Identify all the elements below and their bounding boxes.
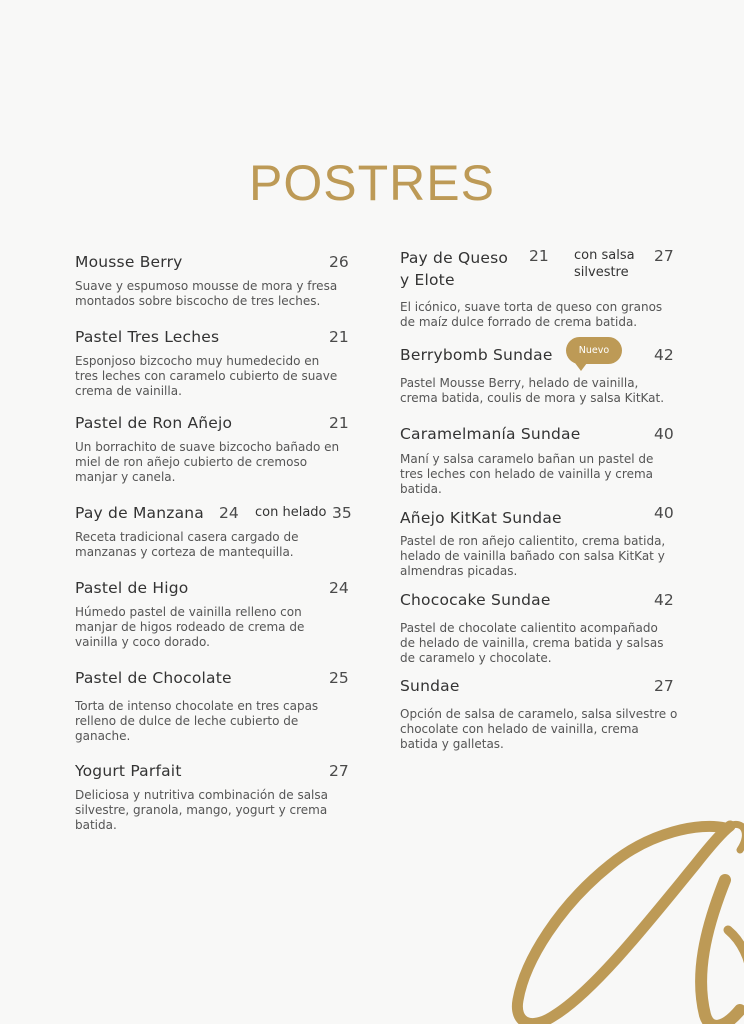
item-description: Húmedo pastel de vainilla relleno con manjar de higos rodeado de crema de vainilla y coco dorado. [75,605,305,649]
item-name: Pastel Tres Leches [75,328,220,346]
item-description: Receta tradicional casera cargado de manzanas y corteza de mantequilla. [75,530,299,559]
item-name: Añejo KitKat Sundae [400,509,562,527]
item-price: 27 [329,762,349,780]
item-description: Pastel de chocolate calientito acompañado de helado de vainilla, crema batida y salsas de caramelo y chocolate. [400,621,664,665]
item-extra-option: con helado [255,505,327,520]
item-description: Maní y salsa caramelo bañan un pastel de tres leches con helado de vainilla y crema batida. [400,452,654,496]
item-name: Pastel de Ron Añejo [75,414,233,432]
item-name-line-1: Pay de Queso [400,249,509,267]
item-extra-price: 27 [654,247,674,265]
item-price: 21 [529,247,549,265]
item-price: 21 [329,414,349,432]
item-price: 40 [654,425,674,443]
item-name: Chococake Sundae [400,591,551,609]
item-description: Un borrachito de suave bizcocho bañado en miel de ron añejo cubierto de cremoso manjar y canela. [75,440,340,484]
new-badge: Nuevo [566,337,622,364]
item-price: 24 [329,579,349,597]
item-extra-price: 35 [332,504,352,522]
item-name: Sundae [400,677,460,695]
item-price: 42 [654,346,674,364]
item-description: Pastel de ron añejo calientito, crema batida, helado de vainilla bañado con salsa KitKat y almendras picadas. [400,534,666,578]
item-price: 25 [329,669,349,687]
item-description: Torta de intenso chocolate en tres capas relleno de dulce de leche cubierto de ganache. [75,699,319,743]
item-description: Opción de salsa de caramelo, salsa silvestre o chocolate con helado de vainilla, crema batida y galletas. [400,707,678,751]
item-name: Pay de Manzana [75,504,205,522]
item-extra-option [574,247,635,281]
item-price: 24 [219,504,239,522]
item-price: 42 [654,591,674,609]
item-description: El icónico, suave torta de queso con granos de maíz dulce forrado de crema batida. [400,300,663,329]
item-price: 40 [654,504,674,522]
item-price: 21 [329,328,349,346]
item-description: Esponjoso bizcocho muy humedecido en tres leches con caramelo cubierto de suave crema de vainilla. [75,354,338,398]
item-description: Pastel Mousse Berry, helado de vainilla, crema batida, coulis de mora y salsa KitKat. [400,376,665,405]
item-name: Pastel de Chocolate [75,669,232,687]
page-title: POSTRES [249,155,495,211]
item-price: 26 [329,253,349,271]
item-name [400,247,508,291]
item-name: Pastel de Higo [75,579,189,597]
item-name: Mousse Berry [75,253,183,271]
item-description: Deliciosa y nutritiva combinación de salsa silvestre, granola, mango, yogurt y crema batida. [75,788,328,832]
item-extra-line-1: con salsa [574,248,635,263]
item-extra-line-2: silvestre [574,265,629,280]
item-name: Yogurt Parfait [75,762,182,780]
item-name: Caramelmanía Sundae [400,425,581,443]
item-name: Berrybomb Sundae [400,346,553,364]
item-price: 27 [654,677,674,695]
script-a-logo-icon [500,810,744,1024]
item-description: Suave y espumoso mousse de mora y fresa montados sobre biscocho de tres leches. [75,279,338,308]
item-name-line-2: y Elote [400,271,455,289]
